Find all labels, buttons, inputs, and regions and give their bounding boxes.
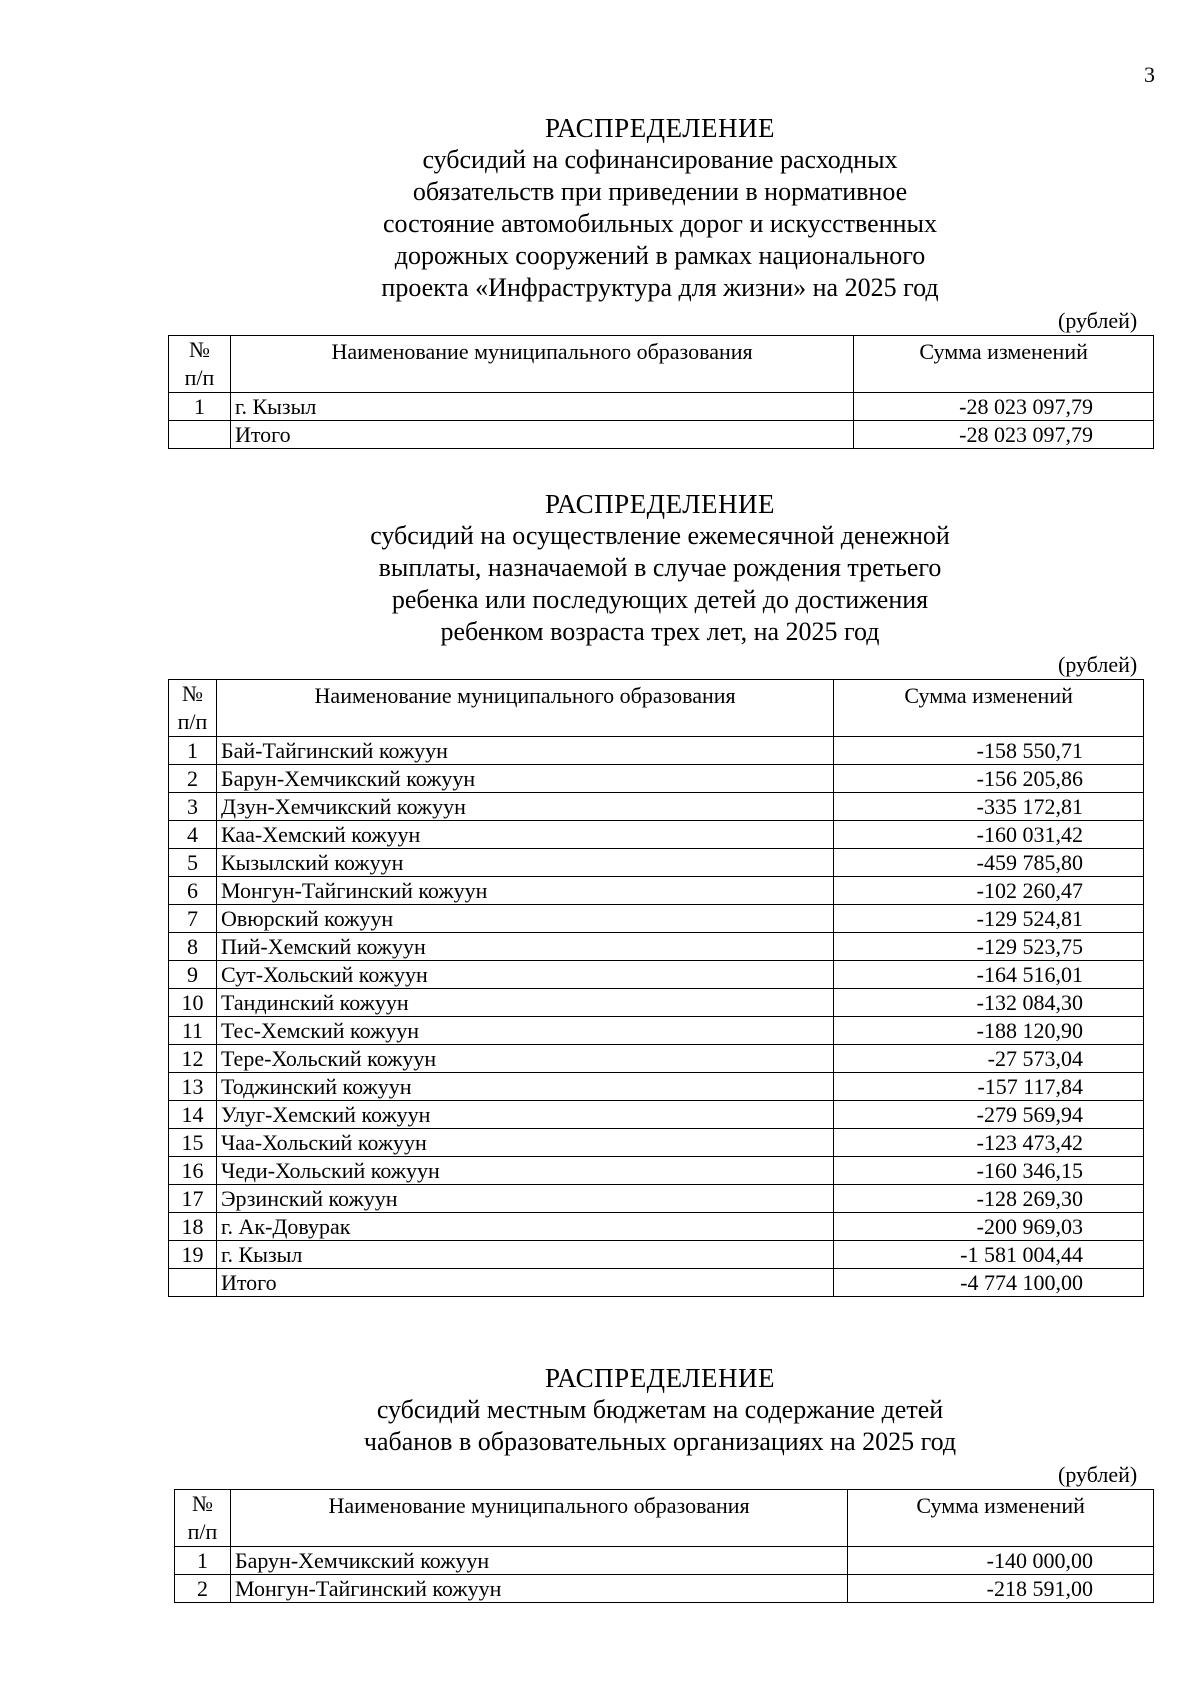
row-sum: -335 172,81 xyxy=(834,793,1144,821)
table-row xyxy=(169,1157,1144,1185)
section-3-title: РАСПРЕДЕЛЕНИЕ xyxy=(544,1363,776,1393)
row-name: г. Кызыл xyxy=(230,393,853,421)
row-number: 3 xyxy=(169,793,217,821)
table-row xyxy=(169,849,1144,877)
row-number: 7 xyxy=(169,905,217,933)
row-name: г. Ак-Довурак xyxy=(216,1213,833,1241)
section-1-subtitle-line: дорожных сооружений в рамках национального xyxy=(394,241,926,270)
row-name: г. Кызыл xyxy=(216,1241,833,1269)
row-name: Монгун-Тайгинский кожуун xyxy=(216,877,833,905)
table-row xyxy=(169,1185,1144,1213)
row-name: Тере-Хольский кожуун xyxy=(216,1045,833,1073)
row-number: 4 xyxy=(169,821,217,849)
header-name: Наименование муниципального образования xyxy=(230,336,853,393)
table-row xyxy=(169,933,1144,961)
section-2-subtitle-line: выплаты, назначаемой в случае рождения третьего xyxy=(378,553,942,582)
row-number: 13 xyxy=(169,1073,217,1101)
row-name: Барун-Хемчикский кожуун xyxy=(230,1547,847,1575)
row-number: 9 xyxy=(169,961,217,989)
row-sum: -279 569,94 xyxy=(834,1101,1144,1129)
row-sum: -200 969,03 xyxy=(834,1213,1144,1241)
header-number-line1: № xyxy=(181,681,203,706)
section-1-table xyxy=(168,335,1154,449)
section-3-subtitle-line: субсидий местным бюджетам на содержание детей xyxy=(376,1395,944,1424)
table-total-row xyxy=(169,1269,1144,1297)
section-2-subtitle-line: ребенка или последующих детей до достижения xyxy=(391,585,929,614)
table-row xyxy=(169,1101,1144,1129)
section-3-units: (рублей) xyxy=(1058,1462,1138,1487)
row-number: 1 xyxy=(169,737,217,765)
row-number: 2 xyxy=(175,1575,231,1603)
row-name: Бай-Тайгинский кожуун xyxy=(216,737,833,765)
row-sum: -156 205,86 xyxy=(834,765,1144,793)
row-number: 11 xyxy=(169,1017,217,1045)
section-2-heading xyxy=(200,488,1120,648)
row-name: Дзун-Хемчикский кожуун xyxy=(216,793,833,821)
row-sum: -129 524,81 xyxy=(834,905,1144,933)
table-row xyxy=(169,393,1154,421)
row-number: 8 xyxy=(169,933,217,961)
section-2-table xyxy=(168,679,1144,1297)
row-sum: -129 523,75 xyxy=(834,933,1144,961)
row-number: 2 xyxy=(169,765,217,793)
table-row xyxy=(169,989,1144,1017)
header-number-line2: п/п xyxy=(177,709,208,734)
row-name: Итого xyxy=(216,1269,833,1297)
table-row xyxy=(169,1213,1144,1241)
table-total-row xyxy=(169,421,1154,449)
table-row xyxy=(169,877,1144,905)
row-sum: -123 473,42 xyxy=(834,1129,1144,1157)
row-name: Барун-Хемчикский кожуун xyxy=(216,765,833,793)
row-name: Пий-Хемский кожуун xyxy=(216,933,833,961)
section-1-subtitle-line: субсидий на софинансирование расходных xyxy=(422,145,898,174)
section-1-title: РАСПРЕДЕЛЕНИЕ xyxy=(544,113,776,143)
header-sum: Сумма изменений xyxy=(834,680,1144,737)
row-sum: -128 269,30 xyxy=(834,1185,1144,1213)
row-name: Сут-Хольский кожуун xyxy=(216,961,833,989)
table-header-row xyxy=(175,1490,1154,1547)
row-name: Улуг-Хемский кожуун xyxy=(216,1101,833,1129)
row-number: 6 xyxy=(169,877,217,905)
row-sum: -459 785,80 xyxy=(834,849,1144,877)
header-number xyxy=(175,1490,231,1547)
table-row xyxy=(169,1073,1144,1101)
row-number: 17 xyxy=(169,1185,217,1213)
row-sum: -1 581 004,44 xyxy=(834,1241,1144,1269)
row-sum: -188 120,90 xyxy=(834,1017,1144,1045)
row-sum: -160 346,15 xyxy=(834,1157,1144,1185)
table-row xyxy=(169,1129,1144,1157)
row-number: 19 xyxy=(169,1241,217,1269)
section-3-table xyxy=(174,1489,1154,1603)
table-row xyxy=(175,1575,1154,1603)
table-row xyxy=(169,793,1144,821)
row-number xyxy=(169,1269,217,1297)
row-sum: -164 516,01 xyxy=(834,961,1144,989)
table-row xyxy=(175,1547,1154,1575)
section-1-subtitle-line: проекта «Инфраструктура для жизни» на 2025 год xyxy=(381,273,939,302)
row-sum: -140 000,00 xyxy=(848,1547,1154,1575)
row-sum: -28 023 097,79 xyxy=(854,421,1154,449)
header-name: Наименование муниципального образования xyxy=(216,680,833,737)
header-sum: Сумма изменений xyxy=(854,336,1154,393)
row-number: 10 xyxy=(169,989,217,1017)
header-sum: Сумма изменений xyxy=(848,1490,1154,1547)
table-row xyxy=(169,961,1144,989)
row-name: Овюрский кожуун xyxy=(216,905,833,933)
header-number-line2: п/п xyxy=(187,1519,218,1544)
row-name: Тес-Хемский кожуун xyxy=(216,1017,833,1045)
section-2-subtitle-line: субсидий на осуществление ежемесячной денежной xyxy=(370,521,950,550)
section-1-subtitle-line: обязательств при приведении в нормативное xyxy=(412,177,908,206)
table-row xyxy=(169,821,1144,849)
row-sum: -102 260,47 xyxy=(834,877,1144,905)
row-name: Каа-Хемский кожуун xyxy=(216,821,833,849)
row-name: Эрзинский кожуун xyxy=(216,1185,833,1213)
row-number: 15 xyxy=(169,1129,217,1157)
row-sum: -132 084,30 xyxy=(834,989,1144,1017)
row-number: 14 xyxy=(169,1101,217,1129)
table-row xyxy=(169,765,1144,793)
table-header-row xyxy=(169,336,1154,393)
section-2-units: (рублей) xyxy=(1058,652,1138,677)
row-name: Итого xyxy=(230,421,853,449)
row-number: 1 xyxy=(169,393,231,421)
header-number-line1: № xyxy=(188,337,210,362)
section-1-subtitle-line: состояние автомобильных дорог и искусственных xyxy=(382,209,937,238)
row-name: Чаа-Хольский кожуун xyxy=(216,1129,833,1157)
section-2-title: РАСПРЕДЕЛЕНИЕ xyxy=(544,489,776,519)
row-name: Чеди-Хольский кожуун xyxy=(216,1157,833,1185)
section-3-subtitle-line: чабанов в образовательных организациях на 2025 год xyxy=(363,1427,957,1456)
table-row xyxy=(169,737,1144,765)
row-number: 12 xyxy=(169,1045,217,1073)
row-sum: -28 023 097,79 xyxy=(854,393,1154,421)
header-name: Наименование муниципального образования xyxy=(230,1490,847,1547)
section-1-units: (рублей) xyxy=(1058,308,1138,333)
page-number: 3 xyxy=(1144,62,1155,87)
row-name: Монгун-Тайгинский кожуун xyxy=(230,1575,847,1603)
row-sum: -4 774 100,00 xyxy=(834,1269,1144,1297)
header-number-line2: п/п xyxy=(184,365,215,390)
row-name: Тоджинский кожуун xyxy=(216,1073,833,1101)
section-2-subtitle-line: ребенком возраста трех лет, на 2025 год xyxy=(440,617,880,646)
row-sum: -158 550,71 xyxy=(834,737,1144,765)
table-row xyxy=(169,1017,1144,1045)
row-number xyxy=(169,421,231,449)
section-3-heading xyxy=(200,1362,1120,1458)
table-row xyxy=(169,1241,1144,1269)
row-number: 18 xyxy=(169,1213,217,1241)
row-sum: -218 591,00 xyxy=(848,1575,1154,1603)
row-sum: -160 031,42 xyxy=(834,821,1144,849)
row-sum: -157 117,84 xyxy=(834,1073,1144,1101)
row-number: 16 xyxy=(169,1157,217,1185)
table-header-row xyxy=(169,680,1144,737)
header-number xyxy=(169,680,217,737)
header-number xyxy=(169,336,231,393)
table-row xyxy=(169,1045,1144,1073)
row-number: 1 xyxy=(175,1547,231,1575)
header-number-line1: № xyxy=(191,1491,213,1516)
table-row xyxy=(169,905,1144,933)
row-number: 5 xyxy=(169,849,217,877)
row-name: Тандинский кожуун xyxy=(216,989,833,1017)
section-1-heading xyxy=(200,112,1120,304)
row-sum: -27 573,04 xyxy=(834,1045,1144,1073)
row-name: Кызылский кожуун xyxy=(216,849,833,877)
